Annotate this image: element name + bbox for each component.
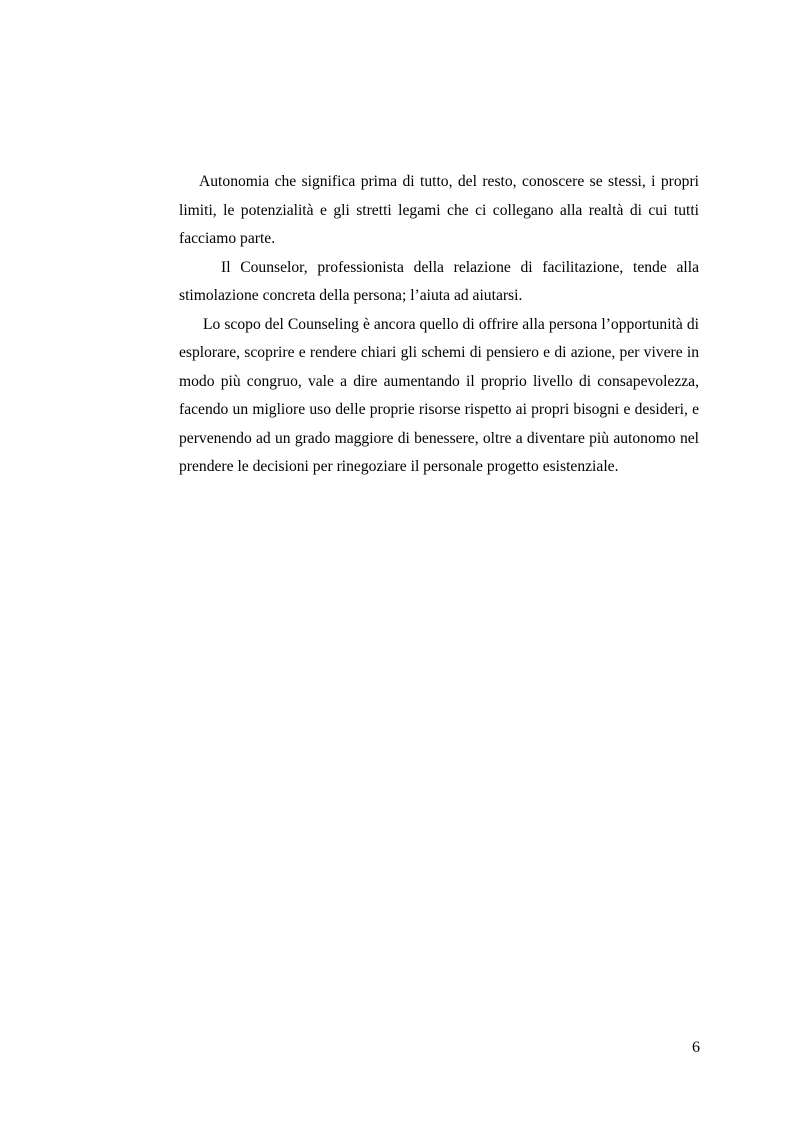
page-number: 6 [692,1039,700,1056]
paragraph-counseling-scope: Lo scopo del Counseling è ancora quello di offrire alla persona l’opportunità di esplorare, scoprire e rendere chiari gli schemi di pensiero e di azione, per vivere in modo più congruo, vale a dire aumentando il proprio livello di consapevolezza, facendo un migliore uso delle proprie risorse rispetto ai propri bisogni e desideri, e pervenendo ad un grado maggiore di benessere, oltre a diventare più autonomo nel prendere le decisioni per rinegoziare il personale progetto esistenziale. [179,315,699,475]
paragraph-autonomia: Autonomia che significa prima di tutto, del resto, conoscere se stessi, i propri limiti, le potenzialità e gli stretti legami che ci collegano alla realtà di cui tutti facciamo parte. [179,173,699,247]
paragraph-counselor: Il Counselor, professionista della relazione di facilitazione, tende alla stimolazione concreta della persona; l’aiuta ad aiutarsi. [179,258,699,304]
body-text [179,168,699,482]
